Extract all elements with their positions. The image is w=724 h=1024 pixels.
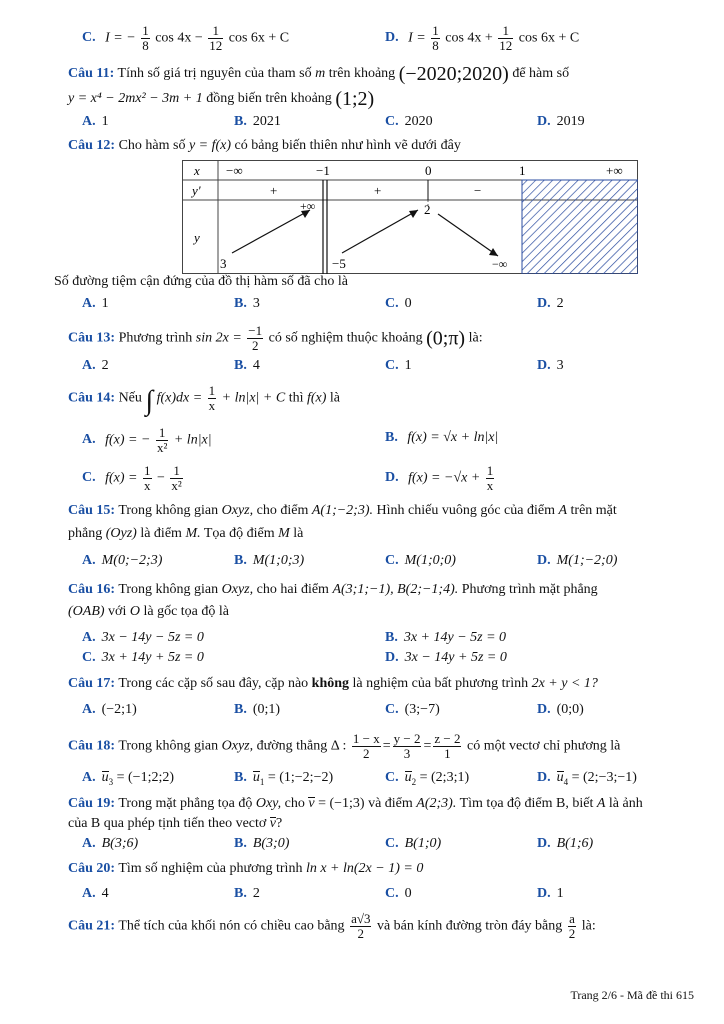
- q18-option-c[interactable]: [385, 770, 469, 787]
- question-text: phẳng: [68, 526, 103, 541]
- question-text: thì: [288, 390, 304, 406]
- math-text: cos 4x −: [155, 30, 203, 46]
- option-value: 3x − 14y + 5z = 0: [404, 650, 507, 665]
- q18-option-b[interactable]: [234, 770, 333, 787]
- question-text: trên khoảng: [328, 66, 396, 81]
- question-number: Câu 15:: [68, 503, 116, 518]
- fraction: $\frac{1}{8}$: [432, 23, 439, 53]
- q15-stem: [68, 503, 696, 519]
- question-text: là điểm: [140, 526, 182, 541]
- math-text: I = −: [105, 30, 136, 46]
- question-text: cho điểm: [256, 503, 309, 518]
- fraction: $\frac{1}{12}$: [499, 23, 513, 53]
- math-text: y = f(x): [188, 138, 232, 153]
- math-text: O: [129, 604, 140, 619]
- q20-option-a[interactable]: [82, 886, 109, 902]
- q16-option-b[interactable]: [385, 630, 506, 646]
- q16-stem-line2: [68, 604, 696, 620]
- option-label: A.: [82, 553, 96, 568]
- x-value: −∞: [226, 163, 243, 178]
- math-text: = (−1;3): [318, 796, 365, 811]
- math-text: f(x) =: [105, 470, 138, 486]
- option-value: B(3;0): [252, 836, 290, 851]
- q12-option-d[interactable]: [537, 296, 564, 312]
- option-label: B.: [385, 630, 398, 645]
- option-value: 1: [101, 296, 109, 311]
- option-label: D.: [537, 296, 551, 311]
- question-text: Cho hàm số: [118, 138, 186, 153]
- fraction: $\frac{1}{8}$: [142, 23, 149, 53]
- option-value: = (2;3;1): [419, 770, 470, 785]
- option-value: M(0;−2;3): [101, 553, 163, 568]
- fraction: $\frac{-1}{2}$: [248, 323, 263, 353]
- q19-option-a[interactable]: [82, 836, 138, 852]
- q13-stem: [68, 324, 696, 352]
- x-value: +∞: [606, 163, 623, 178]
- question-text: là: [293, 526, 304, 541]
- option-label: A.: [82, 630, 96, 645]
- q18-stem: Câu 18: Trong không gian Oxyz, đường thẳng Δ : $\frac{1 - x}{2}$ = $\frac{y - 2}{3}$ = $\frac{z - 2}{1}$ có một vectơ chỉ phương là: [68, 731, 621, 761]
- option-label: A.: [82, 836, 96, 851]
- option-value: B(3;6): [101, 836, 139, 851]
- q11-option-c[interactable]: [385, 114, 433, 130]
- option-label: A.: [82, 358, 96, 373]
- option-label: C.: [385, 770, 399, 785]
- q10-option-c[interactable]: [82, 24, 289, 52]
- q20-option-c[interactable]: [385, 886, 412, 902]
- math-text: Oxyz,: [221, 503, 254, 518]
- question-number: Câu 18:: [68, 738, 116, 754]
- question-number: Câu 21:: [68, 918, 116, 934]
- q12-option-b[interactable]: [234, 296, 260, 312]
- option-label: B.: [234, 114, 247, 129]
- vector-symbol: u: [101, 770, 109, 785]
- math-text: cos 4x +: [445, 30, 493, 46]
- option-value: (3;−7): [404, 702, 440, 717]
- option-label: D.: [385, 470, 399, 486]
- x-value: −1: [316, 163, 330, 178]
- page-footer: Trang 2/6 - Mã đề thi 615: [570, 988, 694, 1002]
- math-text: −: [157, 470, 165, 486]
- option-value: 2020: [404, 114, 433, 129]
- q19-option-c[interactable]: [385, 836, 441, 852]
- q20-option-b[interactable]: [234, 886, 260, 902]
- y-value-peak: 2: [424, 202, 431, 217]
- option-label: A.: [82, 770, 96, 785]
- math-text: A(3;1;−1), B(2;−1;4).: [332, 582, 459, 597]
- option-value: 2: [101, 358, 109, 373]
- question-text: để hàm số: [512, 66, 570, 81]
- option-label: C.: [385, 702, 399, 717]
- option-label: B.: [234, 770, 247, 785]
- question-text: Tính số giá trị nguyên của tham số: [117, 66, 312, 81]
- q21-stem: [68, 912, 696, 940]
- option-value: M(1;0;3): [252, 553, 305, 568]
- question-text: cho hai điểm: [256, 582, 329, 597]
- q17-option-b[interactable]: [234, 702, 280, 718]
- q15-stem-line2: [68, 526, 696, 542]
- q15-option-d[interactable]: [537, 553, 617, 569]
- option-value: 3x + 14y − 5z = 0: [403, 630, 507, 645]
- math-text: + ln|x| + C: [221, 390, 286, 406]
- math-text: Oxy,: [255, 796, 282, 811]
- sign: +: [374, 183, 382, 198]
- math-text: f(x) = √x + ln|x|: [407, 430, 499, 445]
- math-text: Δ :: [330, 738, 347, 754]
- q18-option-a[interactable]: [82, 770, 174, 787]
- q20-stem: [68, 861, 696, 877]
- option-label: D.: [537, 553, 551, 568]
- q16-stem: [68, 582, 696, 598]
- math-text: f(x): [306, 390, 327, 406]
- math-text: (Oyz): [105, 526, 137, 541]
- sign: −: [474, 183, 482, 198]
- math-text: (−2020;2020): [398, 63, 509, 85]
- option-label: B.: [234, 296, 247, 311]
- q13-option-c[interactable]: [385, 358, 412, 374]
- question-number: Câu 12:: [68, 138, 116, 153]
- q14-stem: [68, 384, 696, 417]
- q11-stem-line2: [68, 88, 696, 111]
- x-value: 1: [519, 163, 526, 178]
- vector-symbol: u: [404, 770, 412, 785]
- option-value: M(1;0;0): [404, 553, 456, 568]
- option-value: 0: [404, 296, 412, 311]
- q16-option-a[interactable]: [82, 630, 204, 646]
- question-text: ?: [276, 816, 283, 831]
- option-label: B.: [234, 553, 247, 568]
- q11-stem: [68, 63, 696, 86]
- math-text: A(2;3).: [416, 796, 457, 811]
- q15-option-a[interactable]: [82, 553, 162, 569]
- q15-option-c[interactable]: [385, 553, 456, 569]
- y-value-low: −5: [332, 256, 346, 271]
- x-row-label: x: [194, 163, 200, 178]
- option-label: C.: [385, 296, 399, 311]
- option-value: 4: [252, 358, 260, 373]
- option-label: D.: [537, 114, 551, 129]
- option-label: D.: [385, 650, 399, 665]
- q16-option-c[interactable]: [82, 650, 204, 666]
- math-text: Oxyz,: [221, 582, 254, 597]
- q15-option-b[interactable]: [234, 553, 304, 569]
- math-text: A: [596, 796, 606, 811]
- vector-symbol: v: [269, 816, 277, 831]
- q12-question: Số đường tiệm cận đứng của đồ thị hàm số đã cho là: [54, 274, 348, 289]
- option-label: C.: [385, 836, 399, 851]
- option-value: 2: [556, 296, 564, 311]
- option-value: 3: [252, 296, 260, 311]
- option-value: (0;0): [556, 702, 584, 717]
- q17-option-c[interactable]: [385, 702, 440, 718]
- y-value-up: +∞: [300, 199, 316, 213]
- q17-stem: [68, 676, 696, 692]
- variation-table: [182, 160, 638, 279]
- option-label: C.: [82, 470, 96, 486]
- question-text: cho: [284, 796, 305, 811]
- question-text: Trong không gian: [118, 738, 219, 754]
- option-label: C.: [385, 114, 399, 129]
- y-value-start: 3: [220, 256, 227, 271]
- option-value: B(1;0): [404, 836, 442, 851]
- q14-option-c[interactable]: [82, 464, 185, 492]
- q11-option-a[interactable]: [82, 114, 109, 130]
- q14-option-a[interactable]: [82, 426, 212, 454]
- option-value: 3: [556, 358, 564, 373]
- q14-option-d[interactable]: [385, 464, 496, 492]
- q14-option-b[interactable]: [385, 430, 498, 446]
- q13-option-d[interactable]: [537, 358, 564, 374]
- question-text: có một vectơ chỉ phương là: [466, 738, 621, 754]
- question-text: Tìm tọa độ điểm B, biết: [459, 796, 594, 811]
- question-text: là:: [468, 330, 483, 346]
- question-text: đồng biến trên khoảng: [206, 91, 332, 106]
- option-label: C.: [385, 886, 399, 901]
- option-value: 2: [252, 886, 260, 901]
- question-text: đường thẳng: [256, 738, 328, 754]
- question-text: và điểm: [368, 796, 413, 811]
- option-label: D.: [537, 358, 551, 373]
- q17-option-d[interactable]: [537, 702, 584, 718]
- math-text: 2x + y < 1?: [531, 676, 598, 691]
- vector-symbol: u: [252, 770, 260, 785]
- fraction: $\frac{a}{2}$: [568, 911, 576, 941]
- sign: +: [270, 183, 278, 198]
- question-text: là:: [581, 918, 596, 934]
- q16-option-d[interactable]: [385, 650, 507, 666]
- q19-option-d[interactable]: [537, 836, 593, 852]
- q11-option-d[interactable]: [537, 114, 585, 130]
- question-text: Trong không gian: [118, 582, 219, 597]
- vector-symbol: u: [556, 770, 564, 785]
- option-value: B(1;6): [556, 836, 594, 851]
- option-value: 2019: [556, 114, 585, 129]
- question-text: Thể tích của khối nón có chiều cao bằng: [118, 918, 345, 934]
- math-text: y = x⁴ − 2mx² − 3m + 1: [68, 91, 203, 106]
- math-text: m: [315, 66, 326, 81]
- x-value: 0: [425, 163, 432, 178]
- option-label: D.: [537, 886, 551, 901]
- math-text: (0;π): [426, 327, 466, 350]
- option-value: (0;1): [252, 702, 281, 717]
- option-value: 1: [101, 114, 109, 129]
- fraction: $\frac{1}{x}$: [144, 463, 151, 493]
- q17-option-a[interactable]: [82, 702, 137, 718]
- q19-stem-line2: [68, 816, 696, 832]
- question-number: Câu 13:: [68, 330, 116, 346]
- question-text: Trong không gian: [118, 503, 219, 518]
- question-number: Câu 11:: [68, 66, 115, 81]
- emphasis-text: không: [311, 676, 350, 691]
- option-value: 1: [556, 886, 564, 901]
- math-text: M: [278, 526, 290, 541]
- question-text: Trong các cặp số sau đây, cặp nào: [118, 676, 309, 691]
- option-value: M(1;−2;0): [556, 553, 618, 568]
- option-label: B.: [234, 886, 247, 901]
- option-value: 3x − 14y − 5z = 0: [101, 630, 204, 645]
- option-value: = (2;−3;−1): [571, 770, 637, 785]
- vector-subscript: 1: [259, 776, 265, 787]
- question-text: Nếu: [118, 390, 142, 406]
- fraction: $\frac{1}{\text{x²}}$: [156, 425, 168, 455]
- option-label: A.: [82, 886, 96, 901]
- vector-subscript: 4: [563, 776, 569, 787]
- option-value: 0: [404, 886, 412, 901]
- math-text: sin 2x =: [195, 330, 242, 346]
- option-label: A.: [82, 114, 96, 129]
- q13-option-a[interactable]: [82, 358, 109, 374]
- question-text: là gốc tọa độ là: [143, 604, 229, 619]
- question-number: Câu 16:: [68, 582, 116, 597]
- fraction: $\frac{1}{x}$: [208, 383, 216, 413]
- question-text: Phương trình mặt phẳng: [461, 582, 598, 597]
- option-label: C.: [82, 30, 96, 46]
- fraction: $\frac{1}{12}$: [209, 23, 223, 53]
- math-text: (1;2): [335, 88, 375, 110]
- vector-subscript: 3: [108, 776, 114, 787]
- option-label: C.: [385, 553, 399, 568]
- question-text: có số nghiệm thuộc khoảng: [268, 330, 423, 346]
- vector-symbol: v: [308, 796, 315, 811]
- math-text: ln x + ln(2x − 1) = 0: [305, 861, 424, 876]
- q19-stem: [68, 796, 696, 812]
- option-label: A.: [82, 432, 96, 448]
- integral-sign: ∫: [145, 385, 154, 417]
- question-text: là nghiệm của bất phương trình: [352, 676, 529, 691]
- question-number: Câu 19:: [68, 796, 116, 811]
- q12-stem: [68, 138, 696, 154]
- fraction: $\frac{1}{\text{x²}}$: [171, 463, 182, 493]
- question-number: Câu 14:: [68, 390, 116, 406]
- fraction: $\frac{y - 2}{3}$: [393, 731, 421, 761]
- math-text: f(x) = −: [105, 432, 151, 448]
- question-text: và bán kính đường tròn đáy bằng: [376, 918, 563, 934]
- y-row-label: y: [194, 230, 200, 245]
- q18-option-d[interactable]: [537, 770, 637, 787]
- option-label: D.: [537, 702, 551, 717]
- q20-option-d[interactable]: [537, 886, 564, 902]
- option-label: D.: [537, 836, 551, 851]
- fraction: $\frac{1 - x}{2}$: [352, 731, 380, 761]
- option-label: D.: [537, 770, 551, 785]
- math-text: cos 6x + C: [228, 30, 290, 46]
- question-number: Câu 17:: [68, 676, 116, 691]
- option-value: = (1;−2;−2): [267, 770, 334, 785]
- option-label: B.: [234, 836, 247, 851]
- q12-option-c[interactable]: [385, 296, 412, 312]
- question-text: Trong mặt phẳng tọa độ: [118, 796, 253, 811]
- fraction: $\frac{1}{x}$: [486, 463, 494, 493]
- math-text: M.: [185, 526, 201, 541]
- option-value: 1: [404, 358, 412, 373]
- math-text: f(x)dx =: [156, 390, 203, 406]
- option-value: 4: [101, 886, 109, 901]
- yprime-row-label: y': [192, 183, 201, 198]
- q19-option-b[interactable]: [234, 836, 289, 852]
- question-text: là ảnh: [608, 796, 643, 811]
- question-text: là: [329, 390, 341, 406]
- math-text: A: [558, 503, 568, 518]
- math-text: f(x) = −√x +: [408, 470, 481, 486]
- math-text: cos 6x + C: [518, 30, 580, 46]
- fraction: $\frac{a√3}{2}$: [351, 911, 371, 941]
- question-number: Câu 20:: [68, 861, 116, 876]
- option-label: D.: [385, 30, 399, 46]
- question-text: với: [108, 604, 127, 619]
- math-text: + ln|x|: [173, 432, 212, 448]
- question-text: trên mặt: [570, 503, 617, 518]
- question-text: có bảng biến thiên như hình vẽ dưới đây: [234, 138, 461, 153]
- question-text: Hình chiếu vuông góc của điểm: [376, 503, 555, 518]
- math-text: I =: [408, 30, 426, 46]
- option-label: C.: [82, 650, 96, 665]
- vector-subscript: 2: [411, 776, 417, 787]
- question-text: Tìm số nghiệm của phương trình: [118, 861, 303, 876]
- q13-option-b[interactable]: [234, 358, 260, 374]
- question-text: Tọa độ điểm: [203, 526, 275, 541]
- option-value: (−2;1): [101, 702, 137, 717]
- option-value: = (−1;2;2): [116, 770, 175, 785]
- q10-option-d[interactable]: [385, 24, 579, 52]
- option-label: B.: [385, 430, 398, 445]
- option-label: B.: [234, 358, 247, 373]
- option-value: 3x + 14y + 5z = 0: [101, 650, 204, 665]
- q12-option-a[interactable]: [82, 296, 109, 312]
- option-label: C.: [385, 358, 399, 373]
- y-value-down: −∞: [492, 257, 508, 271]
- option-label: A.: [82, 702, 96, 717]
- math-text: (OAB): [68, 604, 105, 619]
- math-text: A(1;−2;3).: [311, 503, 374, 518]
- q11-option-b[interactable]: [234, 114, 281, 130]
- option-value: 2021: [252, 114, 281, 129]
- option-label: B.: [234, 702, 247, 717]
- option-label: A.: [82, 296, 96, 311]
- question-text: Phương trình: [118, 330, 193, 346]
- fraction: $\frac{z - 2}{1}$: [434, 731, 461, 761]
- math-text: Oxyz,: [221, 738, 254, 754]
- question-text: của B qua phép tịnh tiến theo vectơ: [68, 816, 267, 831]
